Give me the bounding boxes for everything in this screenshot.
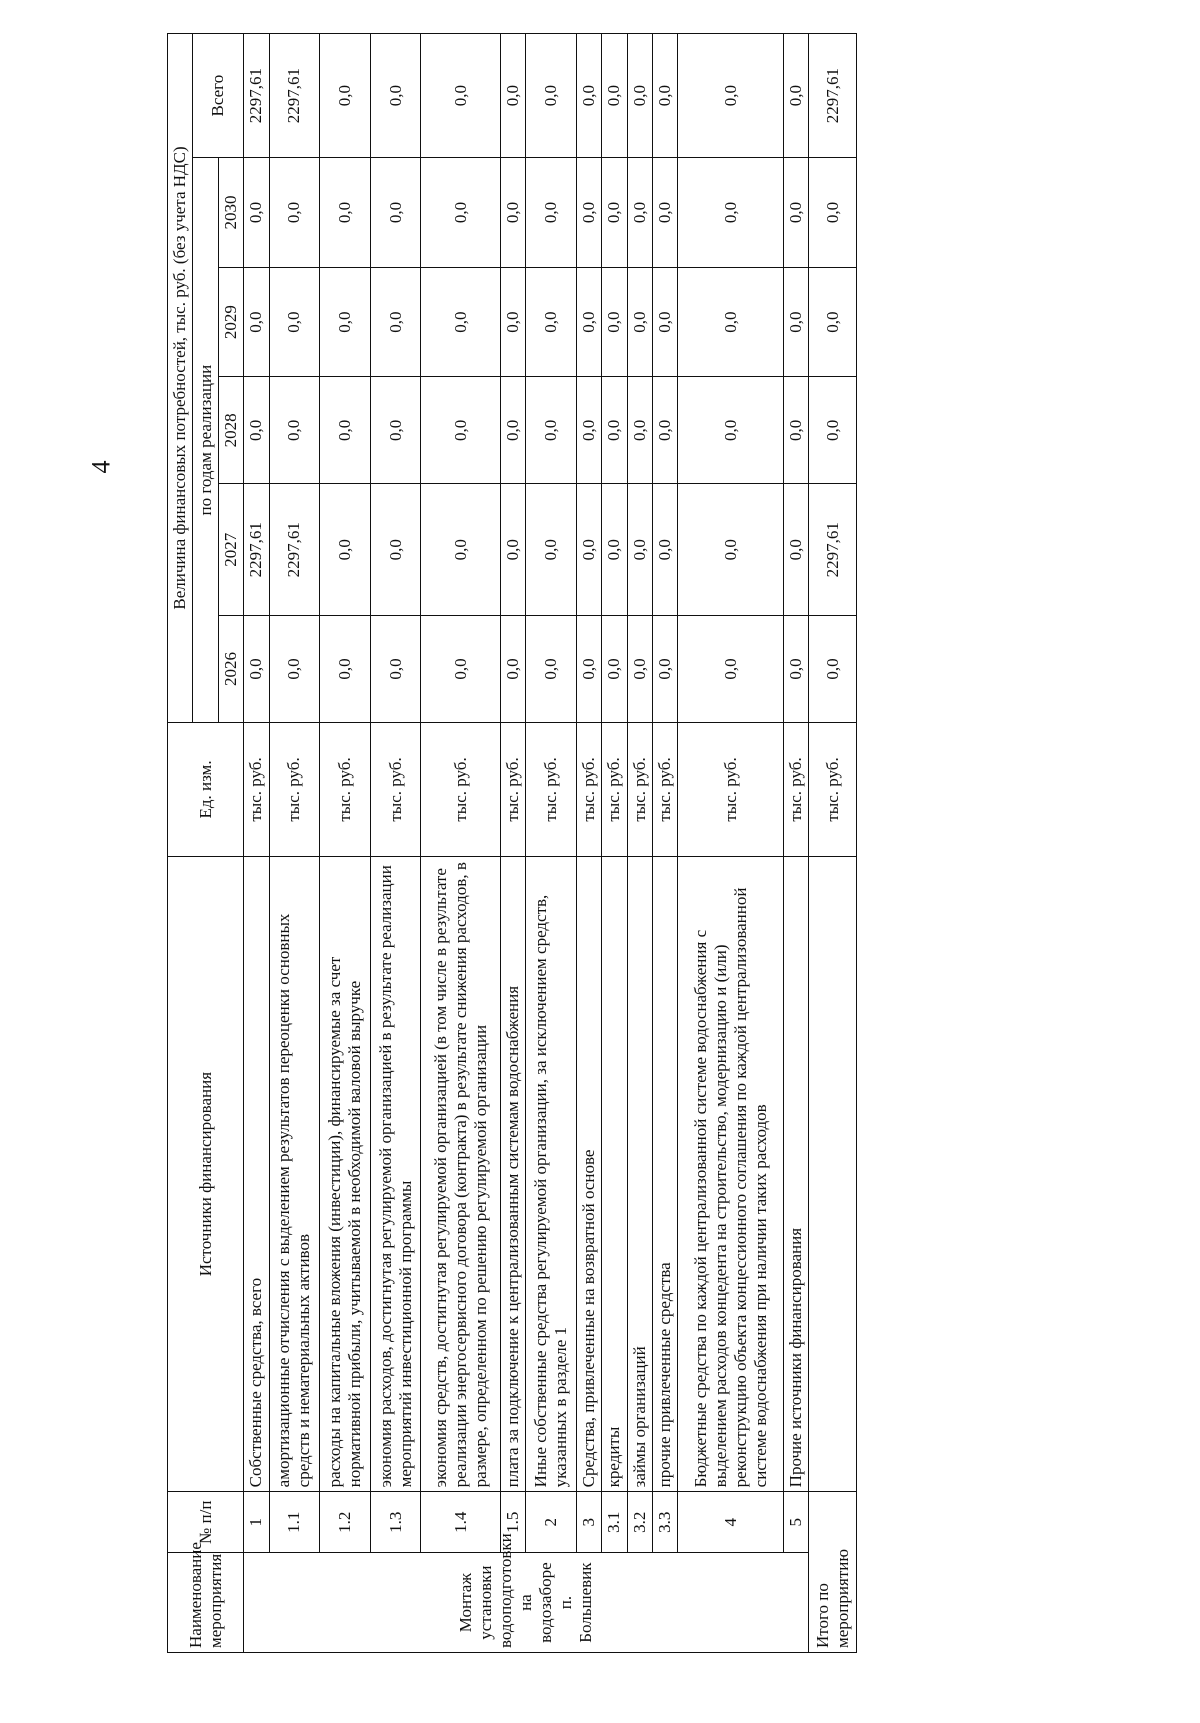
total-value: 0,0	[809, 158, 857, 268]
row-value: 0,0	[526, 484, 577, 615]
row-value: 0,0	[627, 267, 652, 377]
row-value: 0,0	[320, 34, 371, 158]
financing-table	[167, 33, 857, 1653]
row-unit: тыс. руб.	[652, 723, 677, 857]
row-unit: тыс. руб.	[678, 723, 784, 857]
row-value: 0,0	[627, 34, 652, 158]
table-row	[526, 34, 577, 1653]
row-unit: тыс. руб.	[627, 723, 652, 857]
header-row-1	[168, 34, 193, 1653]
row-source: Собственные средства, всего	[244, 856, 269, 1491]
row-value: 0,0	[576, 377, 601, 484]
row-value: 0,0	[244, 158, 269, 268]
row-number: 3	[576, 1492, 601, 1553]
total-value: 2297,61	[809, 34, 857, 158]
table-row	[678, 34, 784, 1653]
row-value: 0,0	[421, 377, 500, 484]
row-value: 0,0	[784, 377, 809, 484]
row-value: 0,0	[500, 267, 525, 377]
row-value: 0,0	[500, 484, 525, 615]
table-body	[168, 34, 857, 1653]
rotated-table-container	[167, 33, 857, 1653]
row-value: 0,0	[370, 34, 421, 158]
row-value: 0,0	[320, 377, 371, 484]
row-value: 0,0	[421, 34, 500, 158]
row-number: 1.2	[320, 1492, 371, 1553]
row-value: 0,0	[576, 34, 601, 158]
row-unit: тыс. руб.	[370, 723, 421, 857]
row-value: 2297,61	[244, 484, 269, 615]
row-source: Иные собственные средства регулируемой организации, за исключением средств, указанных в разделе 1	[526, 856, 577, 1491]
row-value: 0,0	[652, 158, 677, 268]
row-value: 0,0	[652, 377, 677, 484]
table-row	[500, 34, 525, 1653]
row-value: 0,0	[602, 377, 627, 484]
row-value: 0,0	[784, 158, 809, 268]
row-value: 0,0	[576, 484, 601, 615]
row-value: 0,0	[500, 158, 525, 268]
row-value: 0,0	[370, 267, 421, 377]
row-value: 0,0	[602, 34, 627, 158]
row-value: 0,0	[526, 615, 577, 722]
row-value: 0,0	[576, 267, 601, 377]
total-value: 0,0	[809, 267, 857, 377]
row-source: Прочие источники финансирования	[784, 856, 809, 1491]
total-empty-cell	[809, 856, 857, 1491]
row-source: Бюджетные средства по каждой централизованной системе водоснабжения с выделением расходов концедента на строительство, модернизацию и (или) реконструкцию объекта концессионного соглашения по каждой централизованной системе водоснабжения при наличии таких расходов	[678, 856, 784, 1491]
row-value: 0,0	[500, 377, 525, 484]
col-header-financial-needs: Величина финансовых потребностей, тыс. руб. (без учета НДС)	[168, 34, 193, 723]
row-value: 0,0	[627, 484, 652, 615]
row-value: 0,0	[370, 615, 421, 722]
col-header-sources: Источники финансирования	[168, 856, 244, 1491]
col-header-year: 2027	[218, 484, 243, 615]
row-value: 0,0	[576, 615, 601, 722]
row-number: 1.1	[269, 1492, 320, 1553]
table-row	[652, 34, 677, 1653]
row-source: плата за подключение к централизованным системам водоснабжения	[500, 856, 525, 1491]
row-value: 0,0	[370, 484, 421, 615]
row-unit: тыс. руб.	[576, 723, 601, 857]
row-value: 0,0	[500, 615, 525, 722]
row-value: 0,0	[652, 267, 677, 377]
row-source: займы организаций	[627, 856, 652, 1491]
table-row	[602, 34, 627, 1653]
table-row	[421, 34, 500, 1653]
row-value: 0,0	[576, 158, 601, 268]
row-value: 0,0	[244, 267, 269, 377]
row-value: 0,0	[602, 615, 627, 722]
row-value: 0,0	[602, 484, 627, 615]
table-row	[576, 34, 601, 1653]
total-value: 0,0	[809, 377, 857, 484]
row-number: 1.4	[421, 1492, 500, 1553]
row-number: 3.2	[627, 1492, 652, 1553]
col-header-total: Всего	[193, 34, 244, 158]
row-value: 0,0	[421, 267, 500, 377]
row-value: 0,0	[421, 158, 500, 268]
row-value: 0,0	[370, 377, 421, 484]
row-value: 0,0	[526, 377, 577, 484]
row-value: 0,0	[500, 34, 525, 158]
row-number: 1	[244, 1492, 269, 1553]
page-number: 4	[86, 460, 116, 474]
table-row	[320, 34, 371, 1653]
row-value: 0,0	[602, 158, 627, 268]
row-unit: тыс. руб.	[269, 723, 320, 857]
row-value: 0,0	[269, 267, 320, 377]
row-value: 0,0	[602, 267, 627, 377]
row-unit: тыс. руб.	[320, 723, 371, 857]
total-value: 2297,61	[809, 484, 857, 615]
row-value: 0,0	[627, 158, 652, 268]
row-value: 0,0	[784, 615, 809, 722]
row-number: 1.5	[500, 1492, 525, 1553]
table-row	[269, 34, 320, 1653]
col-header-unit: Ед. изм.	[168, 723, 244, 857]
row-number: 3.1	[602, 1492, 627, 1553]
row-value: 2297,61	[244, 34, 269, 158]
row-value: 2297,61	[269, 484, 320, 615]
row-value: 0,0	[678, 267, 784, 377]
row-value: 2297,61	[269, 34, 320, 158]
row-value: 0,0	[678, 34, 784, 158]
row-value: 0,0	[421, 484, 500, 615]
row-value: 0,0	[320, 267, 371, 377]
row-value: 0,0	[244, 377, 269, 484]
row-value: 0,0	[269, 158, 320, 268]
row-number: 1.3	[370, 1492, 421, 1553]
col-header-year: 2028	[218, 377, 243, 484]
row-source: экономия расходов, достигнутая регулируемой организацией в результате реализации мероприятий инвестиционной программы	[370, 856, 421, 1491]
col-header-year: 2026	[218, 615, 243, 722]
row-value: 0,0	[269, 615, 320, 722]
row-source: амортизационные отчисления с выделением результатов переоценки основных средств и нематериальных активов	[269, 856, 320, 1491]
table-row	[784, 34, 809, 1653]
row-source: Средства, привлеченные на возвратной основе	[576, 856, 601, 1491]
total-unit: тыс. руб.	[809, 723, 857, 857]
row-unit: тыс. руб.	[602, 723, 627, 857]
table-row	[627, 34, 652, 1653]
table-row	[370, 34, 421, 1653]
row-unit: тыс. руб.	[526, 723, 577, 857]
row-value: 0,0	[652, 34, 677, 158]
col-header-event: Наименование мероприятия	[168, 1553, 244, 1653]
row-source: прочие привлеченные средства	[652, 856, 677, 1491]
row-value: 0,0	[652, 615, 677, 722]
event-name-cell: Монтаж установки водоподготовки на водозаборе п. Большевик	[244, 1553, 809, 1653]
row-value: 0,0	[627, 615, 652, 722]
row-value: 0,0	[678, 484, 784, 615]
total-row	[809, 34, 857, 1653]
row-value: 0,0	[678, 158, 784, 268]
row-value: 0,0	[678, 377, 784, 484]
row-unit: тыс. руб.	[244, 723, 269, 857]
row-value: 0,0	[784, 267, 809, 377]
row-value: 0,0	[627, 377, 652, 484]
row-number: 2	[526, 1492, 577, 1553]
row-value: 0,0	[526, 34, 577, 158]
row-value: 0,0	[320, 158, 371, 268]
col-header-year: 2029	[218, 267, 243, 377]
row-value: 0,0	[320, 615, 371, 722]
row-value: 0,0	[269, 377, 320, 484]
row-value: 0,0	[678, 615, 784, 722]
row-value: 0,0	[652, 484, 677, 615]
row-value: 0,0	[244, 615, 269, 722]
row-source: экономия средств, достигнутая регулируемой организацией (в том числе в результате реализации энергосервисного договора (контракта) в результате снижения расходов, в размере, определенном по решению регулируемой организации	[421, 856, 500, 1491]
row-value: 0,0	[320, 484, 371, 615]
row-unit: тыс. руб.	[500, 723, 525, 857]
row-value: 0,0	[370, 158, 421, 268]
row-source: расходы на капитальные вложения (инвестиции), финансируемые за счет нормативной прибыли, учитываемой в необходимой валовой выручке	[320, 856, 371, 1491]
row-unit: тыс. руб.	[421, 723, 500, 857]
col-header-by-years: по годам реализации	[193, 158, 218, 723]
col-header-no: № п/п	[168, 1492, 244, 1553]
row-source: кредиты	[602, 856, 627, 1491]
row-number: 3.3	[652, 1492, 677, 1553]
total-label: Итого по мероприятию	[809, 1492, 857, 1653]
row-value: 0,0	[526, 267, 577, 377]
row-number: 5	[784, 1492, 809, 1553]
table-row	[244, 34, 269, 1653]
row-value: 0,0	[421, 615, 500, 722]
total-value: 0,0	[809, 615, 857, 722]
row-value: 0,0	[784, 34, 809, 158]
row-value: 0,0	[526, 158, 577, 268]
col-header-year: 2030	[218, 158, 243, 268]
row-value: 0,0	[784, 484, 809, 615]
row-number: 4	[678, 1492, 784, 1553]
row-unit: тыс. руб.	[784, 723, 809, 857]
